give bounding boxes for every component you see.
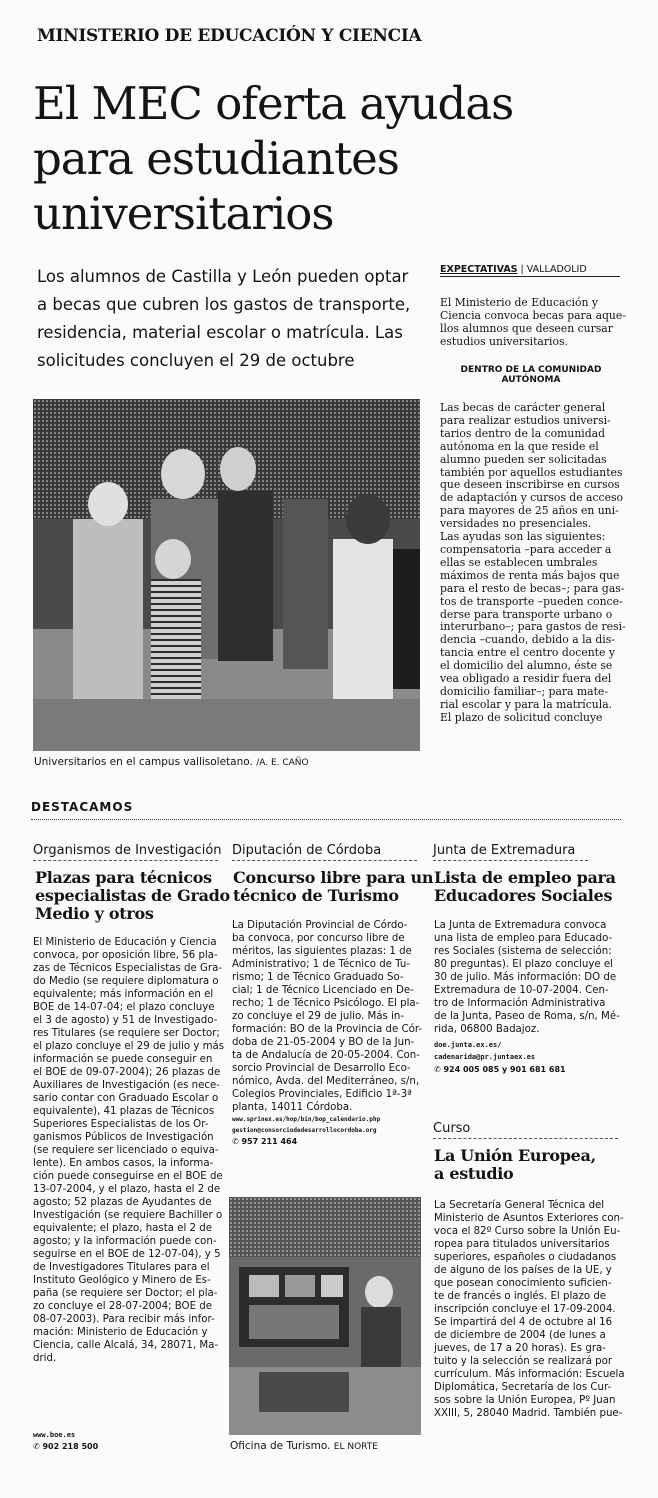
title-line: Medio y otros — [35, 904, 154, 923]
body-line: de adaptación y cursos de acceso — [440, 491, 623, 505]
col1-body — [33, 936, 225, 1365]
col2-web — [232, 1114, 380, 1136]
body-line: Diplomática, Secretaría de los Cur- — [434, 1382, 612, 1393]
body-line: alumno pueden ser solicitadas — [440, 452, 607, 466]
body-line: Administrativo; 1 de Técnico de Tu- — [232, 959, 410, 970]
body-line: Ministerio de Asuntos Exteriores con- — [434, 1213, 624, 1224]
col1-tag: Organismos de Investigación — [33, 843, 218, 861]
headline-line: para estudiantes — [33, 132, 399, 185]
col2-title — [233, 869, 433, 905]
body-line: paña (se requiere ser Doctor; el pla- — [33, 1288, 218, 1299]
headline-line: universitarios — [33, 187, 334, 240]
body-line: 08-07-2003). Para recibir más infor- — [33, 1314, 215, 1325]
article-subheading — [440, 365, 622, 385]
lead-line: El Ministerio de Educación y — [440, 296, 598, 309]
photo-credit: /A. E. CAÑO — [256, 758, 309, 768]
body-line: el 3 de agosto) y 51 de Investigado- — [33, 1015, 218, 1026]
body-line: tarios dentro de la comunidad — [440, 426, 606, 440]
body-line: Colegios Provinciales, Edificio 1ª-3ª — [232, 1089, 412, 1100]
body-line: de la Junta, Paseo de Roma, s/n, Mé- — [434, 1011, 620, 1022]
col3-web — [434, 1039, 535, 1063]
body-line: autónoma en la que reside el — [440, 439, 599, 453]
body-line: tos de transporte –pueden conce- — [440, 594, 623, 608]
col1-title — [35, 869, 230, 923]
body-line: Instituto Geológico y Minero de Es- — [33, 1275, 211, 1286]
body-line: ta de Andalucía de 20-05-2004. Con- — [232, 1050, 420, 1061]
body-line: drid. — [33, 1353, 57, 1364]
body-line: Extremadura de 10-07-2004. Cen- — [434, 985, 609, 996]
photo2-caption — [230, 1440, 378, 1452]
body-line: nómico, Avda. del Mediterráneo, s/n, — [232, 1076, 420, 1087]
col3-tag2: Curso — [433, 1121, 618, 1139]
students-photo — [33, 399, 420, 751]
body-line: rismo; 1 de Técnico Graduado So- — [232, 972, 404, 983]
body-line: zo concluye el 28-07-2004; BOE de — [33, 1301, 212, 1312]
body-line: tuito y la selección se realizará por — [434, 1356, 613, 1367]
lead-line: Ciencia convoca becas para aque- — [440, 309, 626, 322]
col3-tag: Junta de Extremadura — [433, 843, 588, 861]
body-line: para mayores de 25 años en uni- — [440, 504, 619, 518]
subheadline-line: solicitudes concluyen el 29 de octubre — [37, 351, 355, 370]
body-line: información se puede conseguir en — [33, 1054, 213, 1065]
body-line: agosto; 52 plazas de Ayudantes de — [33, 1197, 212, 1208]
body-line: recho; 1 de Técnico Psicólogo. El pla- — [232, 998, 420, 1009]
body-line: rial escolar y para la matrícula. — [440, 697, 613, 711]
body-line: Se impartirá del 4 de octubre al 16 — [434, 1317, 613, 1328]
body-line: equivalente), 41 plazas de Técnicos — [33, 1106, 215, 1117]
col3-phone: ✆ 924 005 085 y 901 681 681 — [434, 1065, 566, 1074]
destacamos-label: DESTACAMOS — [31, 800, 134, 814]
col3-body2 — [434, 1199, 624, 1420]
body-line: Las becas de carácter general — [440, 401, 606, 414]
body-line: rida, 06800 Badajoz. — [434, 1024, 540, 1035]
body-line: sorcio Provincial de Desarrollo Eco- — [232, 1063, 411, 1074]
body-line: 30 de julio. Más información: DO de — [434, 972, 617, 983]
title-line: Plazas para técnicos — [35, 868, 212, 887]
body-line: doba de 21-05-2004 y BO de la Jun- — [232, 1037, 415, 1048]
body-line: jueves, de 17 a 20 horas). Es gra- — [434, 1343, 606, 1354]
body-line: 13-07-2004, y el plazo, hasta el 2 de — [33, 1184, 221, 1195]
body-line: agosto; y la información puede con- — [33, 1236, 217, 1247]
col2-tag: Diputación de Córdoba — [232, 843, 417, 861]
body-line: Las ayudas son las siguientes: — [440, 530, 606, 544]
body-line: vea obligado a residir fuera del — [440, 672, 612, 686]
body-line: versidades no presenciales. — [440, 517, 592, 531]
body-line: dencia –cuando, debido a la dis- — [440, 633, 615, 647]
col1-phone: ✆ 902 218 500 — [33, 1442, 99, 1451]
body-line: sos sobre la Unión Europea, Pº Juan — [434, 1395, 616, 1406]
body-line: currículum. Más información: Escuela — [434, 1369, 625, 1380]
body-line: (se requiere ser licenciado o equiva- — [33, 1145, 219, 1156]
body-line: domicilio familiar–; para mate- — [440, 684, 608, 698]
body-line: equivalente; más información en el — [33, 989, 214, 1000]
body-line: superiores, españoles o ciudadanos — [434, 1252, 617, 1263]
body-line: convoca, por oposición libre, 56 pla- — [33, 950, 218, 961]
body-line: ción puede conseguirse en el BOE de — [33, 1171, 223, 1182]
col3-body — [434, 919, 624, 1036]
web-line: doe.junta.ex.es/ — [434, 1041, 502, 1049]
body-line: también por aquellos estudiantes — [440, 465, 623, 479]
body-line: cial; 1 de Técnico Licenciado en De- — [232, 985, 414, 996]
photo-credit: EL NORTE — [333, 1442, 378, 1452]
location: VALLADOLID — [526, 264, 587, 275]
body-line: lente). En ambos casos, la informa- — [33, 1158, 214, 1169]
body-line: sario contar con Graduado Escolar o — [33, 1093, 219, 1104]
body-line: para el resto de becas–; para gas- — [440, 581, 625, 595]
title-line: a estudio — [434, 1164, 514, 1183]
body-line: para realizar estudios universi- — [440, 413, 611, 427]
caption-text: Oficina de Turismo. — [230, 1440, 331, 1452]
subheadline-line: a becas que cubren los gastos de transporte, — [37, 295, 411, 314]
col2-body — [232, 919, 422, 1114]
headline-line: El MEC oferta ayudas — [33, 77, 514, 130]
body-line: de diciembre de 2004 (de lunes a — [434, 1330, 606, 1341]
body-line: una lista de empleo para Educado- — [434, 933, 613, 944]
body-line: ganismos Públicos de Investigación — [33, 1132, 214, 1143]
web-line: gestion@consorciodedesarrollocordoba.org — [232, 1127, 377, 1134]
headline — [33, 76, 553, 241]
article-body — [440, 401, 626, 725]
subheading-line: DENTRO DE LA COMUNIDAD — [460, 365, 602, 375]
title-line: Lista de empleo para — [434, 868, 616, 887]
body-line: tancia entre el centro docente y — [440, 646, 615, 660]
col2-phone: ✆ 957 211 464 — [232, 1137, 298, 1146]
body-line: res Sociales (sistema de selección: — [434, 946, 612, 957]
body-line: 80 preguntas). El plazo concluye el — [434, 959, 613, 970]
web-line: www.sprinex.es/hop/bin/bop_calendario.php — [232, 1116, 381, 1123]
body-line: te de francés o inglés. El plazo de — [434, 1291, 607, 1302]
body-line: do Medio (se requiere diplomatura o — [33, 976, 219, 987]
body-line: BOE de 14-07-04; el plazo concluye — [33, 1002, 215, 1013]
body-line: res Titulares (se requiere ser Doctor; — [33, 1028, 220, 1039]
body-line: El Ministerio de Educación y Ciencia — [33, 937, 217, 948]
body-line: ellas se establecen umbrales — [440, 555, 598, 569]
body-line: méritos, las siguientes plazas: 1 de — [232, 946, 412, 957]
subheadline — [37, 263, 422, 375]
body-line: ba convoca, por concurso libre de — [232, 933, 405, 944]
body-line: equivalente; el plazo, hasta el 2 de — [33, 1223, 212, 1234]
col1-web: www.boe.es — [33, 1431, 76, 1439]
body-line: El plazo de solicitud concluye — [440, 710, 603, 724]
title-line: Concurso libre para un — [233, 868, 434, 887]
photo-caption — [34, 756, 309, 768]
section-name: EXPECTATIVAS — [440, 264, 518, 275]
lead-line: estudios universitarios. — [440, 335, 568, 348]
title-line: técnico de Turismo — [233, 886, 399, 905]
body-line: ropea para titulados universitarios — [434, 1239, 610, 1250]
article-section-tag: EXPECTATIVAS | VALLADOLID — [440, 264, 620, 277]
body-line: zo concluye el 29 de julio. Más in- — [232, 1011, 405, 1022]
body-line: XXIII, 5, 28040 Madrid. También pue- — [434, 1408, 623, 1419]
body-line: el domicilio del alumno, éste se — [440, 659, 613, 673]
body-line: que posean conocimiento suficien- — [434, 1278, 612, 1289]
body-line: Investigación (se requiere Bachiller o — [33, 1210, 223, 1221]
subheading-line: AUTÓNOMA — [501, 375, 561, 385]
body-line: Superiores Especialistas de los Or- — [33, 1119, 209, 1130]
body-line: el plazo concluye el 29 de julio y más — [33, 1041, 225, 1052]
web-line: cadenarida@pr.juntaex.es — [434, 1053, 536, 1061]
body-line: inscripción concluye el 17-09-2004. — [434, 1304, 616, 1315]
section-header: MINISTERIO DE EDUCACIÓN Y CIENCIA — [37, 26, 422, 46]
subheadline-line: residencia, material escolar o matrícula. Las — [37, 323, 403, 342]
body-line: derse para transporte urbano o — [440, 607, 613, 621]
title-line: Educadores Sociales — [434, 886, 613, 905]
body-line: compensatoria –para acceder a — [440, 542, 612, 556]
body-line: de Investigadores Titulares para el — [33, 1262, 210, 1273]
subheadline-line: Los alumnos de Castilla y León pueden optar — [37, 267, 409, 286]
body-line: La Diputación Provincial de Córdo- — [232, 920, 408, 931]
title-line: La Unión Europea, — [434, 1146, 596, 1165]
body-line: voca el 82º Curso sobre la Unión Eu- — [434, 1226, 621, 1237]
col3-title — [434, 869, 616, 905]
body-line: planta, 14011 Córdoba. — [232, 1102, 353, 1113]
body-line: La Junta de Extremadura convoca — [434, 920, 607, 931]
body-line: tro de Información Administrativa — [434, 998, 606, 1009]
title-line: especialistas de Grado — [35, 886, 230, 905]
body-line: La Secretaría General Técnica del — [434, 1200, 605, 1211]
body-line: Ciencia, calle Alcalá, 34, 28071, Ma- — [33, 1340, 219, 1351]
divider — [31, 819, 621, 820]
body-line: el BOE de 09-07-2004); 26 plazas de — [33, 1067, 221, 1078]
article-lead — [440, 296, 626, 348]
body-line: que deseen inscribirse en cursos — [440, 478, 620, 492]
body-line: mación: Ministerio de Educación y — [33, 1327, 208, 1338]
body-line: máximos de renta más bajos que — [440, 568, 620, 582]
body-line: Auxiliares de Investigación (es nece- — [33, 1080, 220, 1091]
body-line: seguirse en el BOE de 12-07-04), y 5 — [33, 1249, 221, 1260]
col3-title2 — [434, 1147, 596, 1183]
caption-text: Universitarios en el campus vallisoletano. — [34, 756, 253, 768]
body-line: zas de Técnicos Especialistas de Gra- — [33, 963, 223, 974]
lead-line: llos alumnos que deseen cursar — [440, 322, 613, 335]
body-line: interurbano–; para gastos de resi- — [440, 620, 626, 634]
body-line: formación: BO de la Provincia de Cór- — [232, 1024, 423, 1035]
body-line: de alguno de los países de la UE, y — [434, 1265, 612, 1276]
tourism-office-photo — [229, 1197, 421, 1435]
